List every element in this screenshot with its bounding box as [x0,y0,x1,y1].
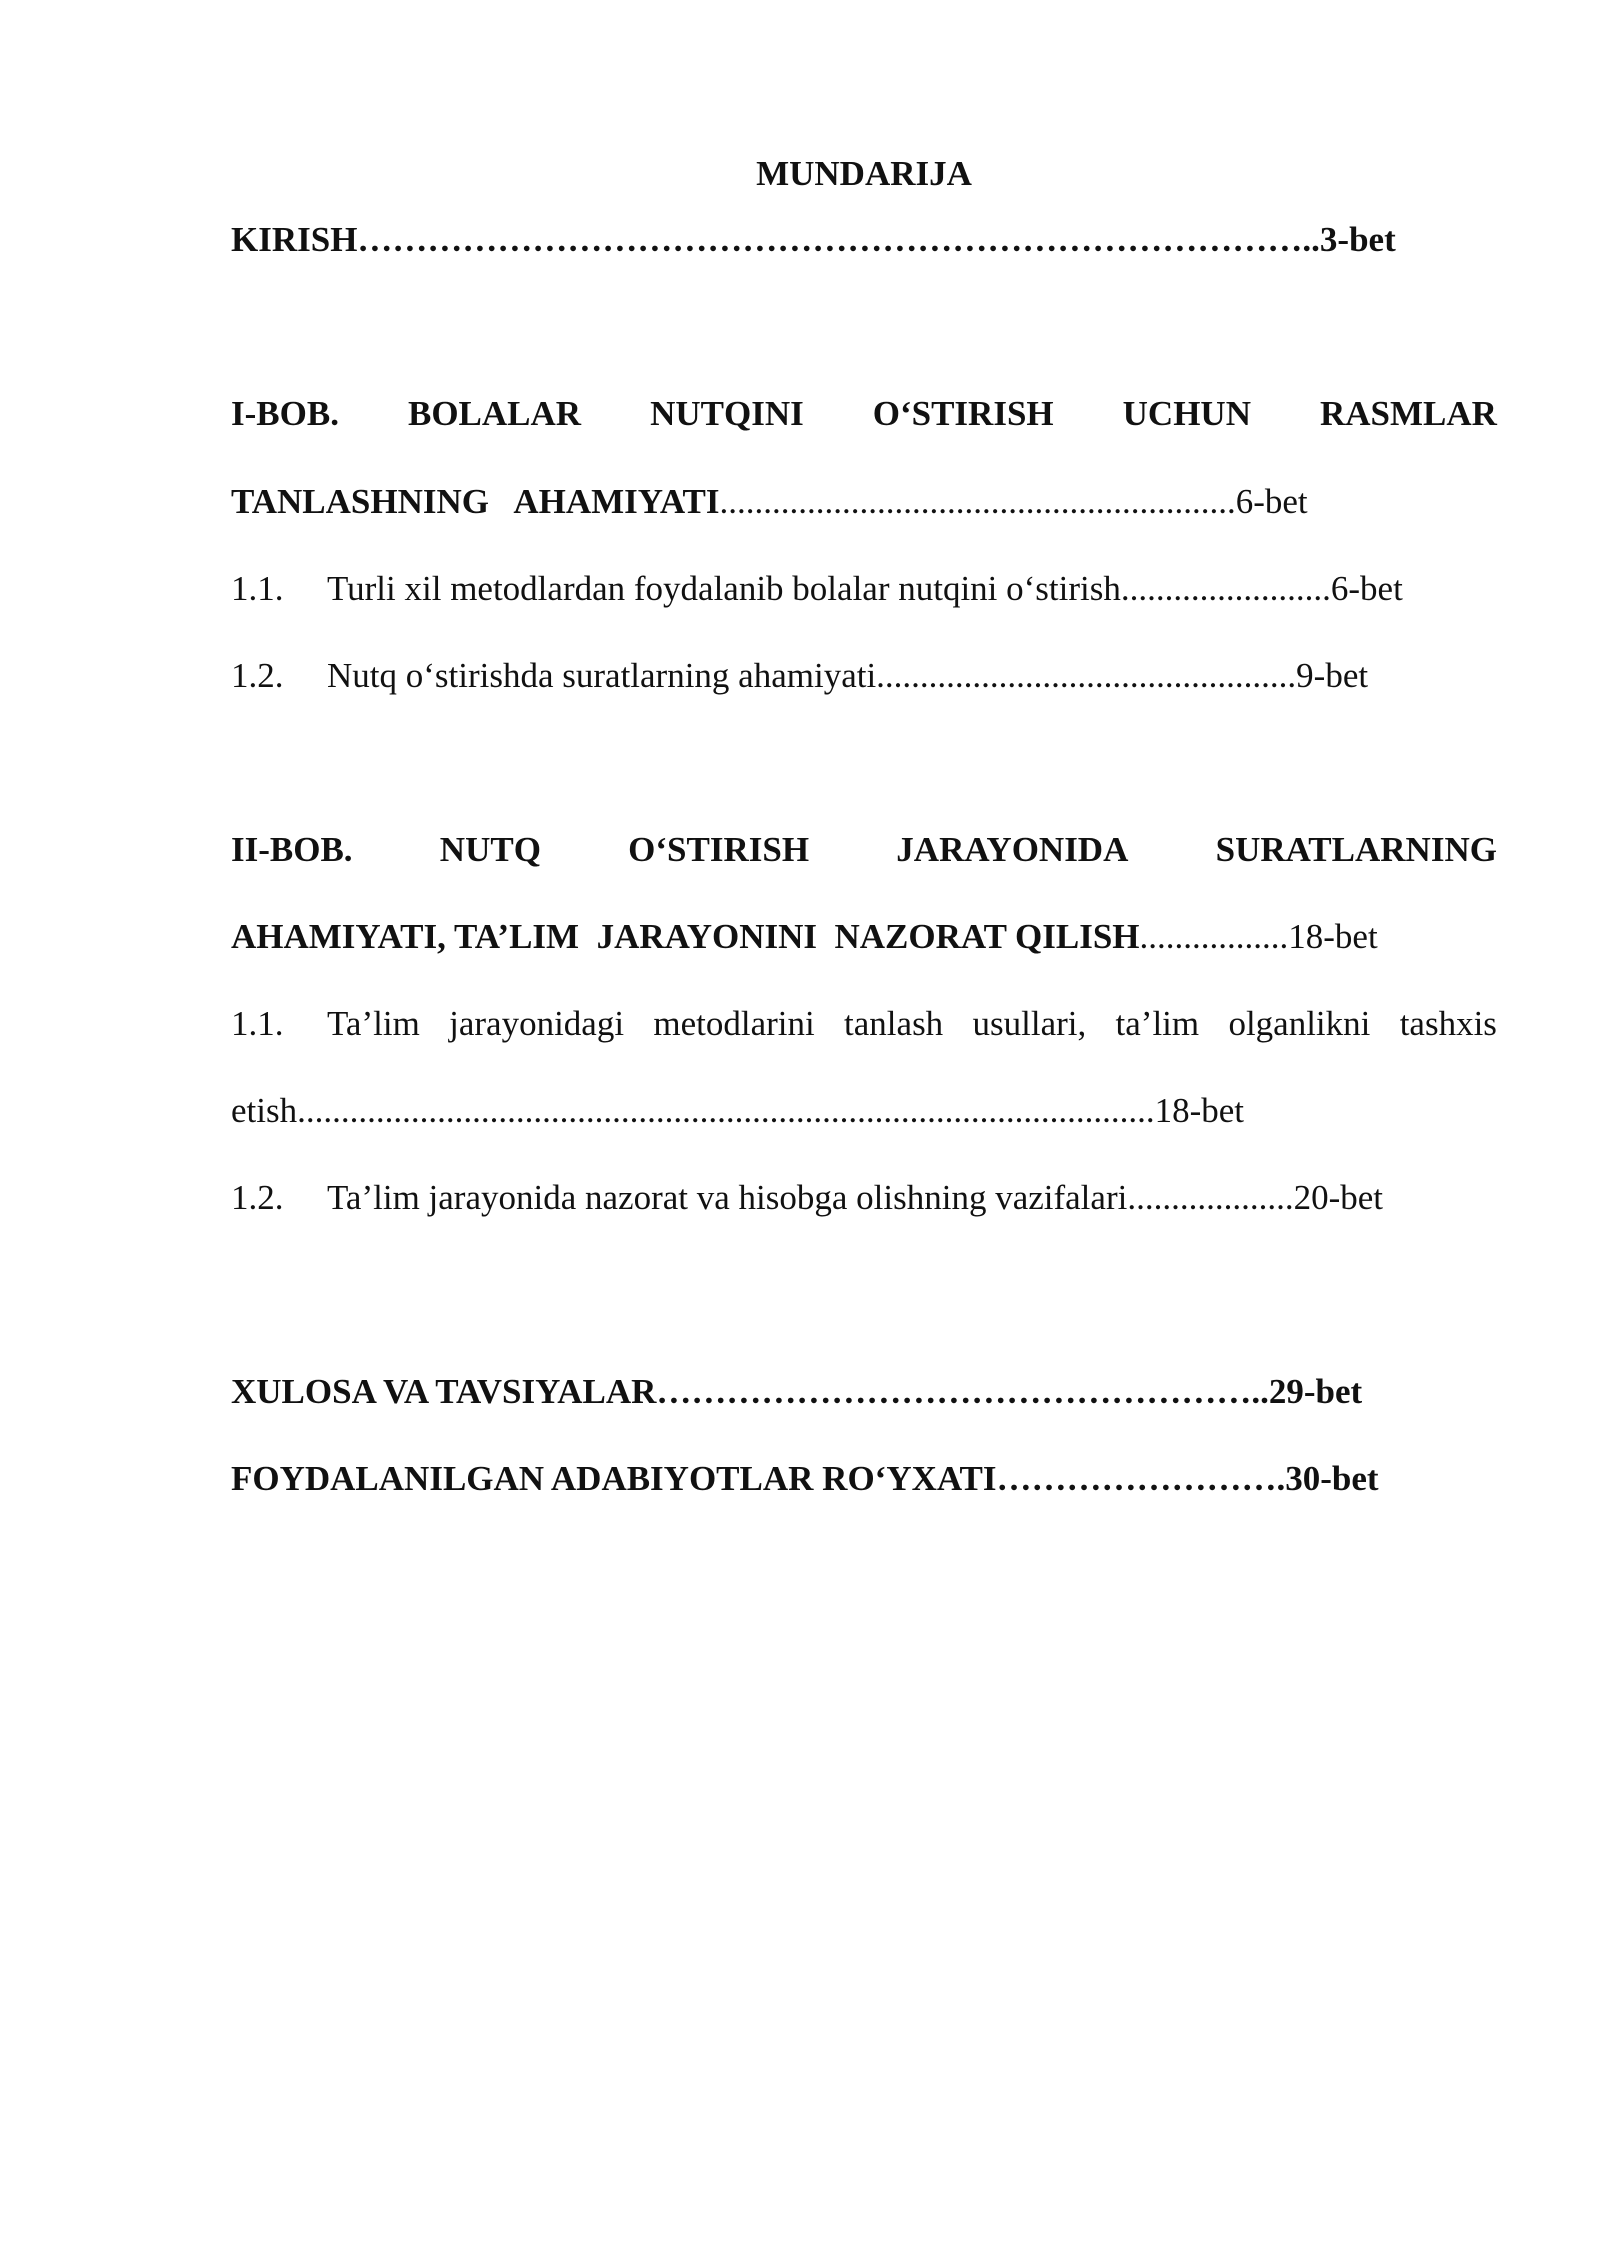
section-2-1-continuation: etish..................................................................................................18-bet [231,1091,1245,1130]
section-number: 1.2. [231,1178,284,1217]
toc-conclusion: XULOSA VA TAVSIYALAR……………………………………………..29-bet [231,1372,1363,1411]
chapter2-word: NUTQ [439,830,541,869]
chapter1-heading-line2 [231,480,1497,524]
chapter2-page: .................18-bet [1139,917,1378,956]
chapter2-heading-line1 [231,828,1497,872]
toc-references: FOYDALANILGAN ADABIYOTLAR RO‘YXATI…………………….30-bet [231,1459,1379,1498]
section-2-1 [231,1002,1497,1046]
chapter1-page: ...........................................................6-bet [719,482,1308,521]
section-number: 1.1. [231,569,284,608]
section-text: Turli xil metodlardan foydalanib bolalar nutqini o‘stirish........................6-bet [327,569,1403,608]
section-word: tanlash [844,1004,944,1043]
toc-intro: KIRISH………………………………………………………………………..3-bet [231,220,1396,259]
chapter2-word: JARAYONIDA [896,830,1129,869]
chapter2-word: O‘STIRISH [628,830,810,869]
section-2-2 [231,1176,1497,1220]
section-number: 1.2. [231,656,284,695]
chapter2-heading-line2 [231,915,1497,959]
chapter1-word: BOLALAR [407,394,582,433]
chapter2-title-end: AHAMIYATI, TA’LIM JARAYONINI NAZORAT QILISH [231,917,1140,956]
chapter1-word: NUTQINI [650,394,804,433]
section-text: Ta’lim jarayonida nazorat va hisobga olishning vazifalari...................20-bet [327,1178,1383,1217]
section-word: tashxis [1399,1004,1497,1043]
section-word: olganlikni [1228,1004,1371,1043]
section-2-1-words [327,1002,1497,1046]
section-word: ta’lim [1115,1004,1200,1043]
chapter1-word: O‘STIRISH [872,394,1054,433]
chapter2-word: SURATLARNING [1215,830,1497,869]
section-1-2 [231,654,1497,698]
section-word: metodlarini [653,1004,815,1043]
chapter1-word: UCHUN [1122,394,1251,433]
chapter1-word: RASMLAR [1320,394,1497,433]
section-word: usullari, [972,1004,1087,1043]
section-word: Ta’lim [327,1004,420,1043]
section-word: jarayonidagi [449,1004,625,1043]
section-number: 1.1. [231,1004,284,1043]
section-1-1 [231,567,1497,611]
chapter1-heading-line1 [231,392,1497,436]
chapter1-title-end: TANLASHNING AHAMIYATI [231,482,720,521]
toc-title: MUNDARIJA [756,154,972,193]
chapter1-word: I-BOB. [231,394,339,433]
chapter2-word: II-BOB. [231,830,353,869]
section-text: Nutq o‘stirishda suratlarning ahamiyati................................................9-bet [327,656,1369,695]
